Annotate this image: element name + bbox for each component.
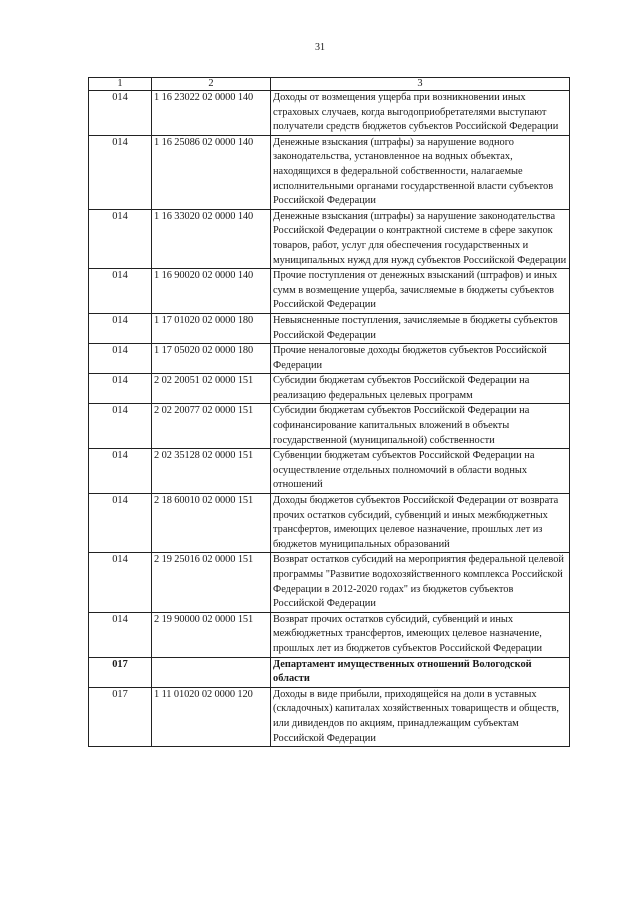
row-kbk-cell: 2 02 20077 02 0000 151 — [152, 404, 271, 449]
row-code-cell: 014 — [89, 344, 152, 374]
row-name-cell: Доходы от возмещения ущерба при возникновении иных страховых случаев, когда выгодоприобретателями выступают получатели средств бюджетов субъектов Российской Федерации — [271, 91, 570, 136]
table-row — [89, 313, 570, 343]
row-kbk-cell: 1 11 01020 02 0000 120 — [152, 687, 271, 746]
row-name-cell: Возврат прочих остатков субсидий, субвенций и иных межбюджетных трансфертов, имеющих целевое назначение, прошлых лет из бюджетов субъектов Российской Федерации — [271, 612, 570, 657]
table-row — [89, 494, 570, 553]
row-name-cell: Денежные взыскания (штрафы) за нарушение законодательства Российской Федерации о контрактной системе в сфере закупок товаров, работ, услуг для обеспечения государственных и муниципальных нужд для нужд субъектов Российской Федерации — [271, 209, 570, 268]
row-code-cell: 017 — [89, 687, 152, 746]
row-name-cell: Прочие неналоговые доходы бюджетов субъектов Российской Федерации — [271, 344, 570, 374]
row-kbk-cell — [152, 657, 271, 687]
page-number: 31 — [315, 42, 325, 53]
table-row — [89, 687, 570, 746]
row-kbk-cell: 1 16 90020 02 0000 140 — [152, 269, 271, 314]
table-row — [89, 404, 570, 449]
table-row — [89, 612, 570, 657]
table-row — [89, 135, 570, 209]
row-kbk-cell: 1 16 25086 02 0000 140 — [152, 135, 271, 209]
row-code-cell: 014 — [89, 313, 152, 343]
row-kbk-cell: 1 16 23022 02 0000 140 — [152, 91, 271, 136]
header-col-3: 3 — [271, 78, 570, 91]
row-code-cell: 014 — [89, 209, 152, 268]
row-code-cell: 014 — [89, 269, 152, 314]
row-name-cell: Субсидии бюджетам субъектов Российской Федерации на софинансирование капитальных вложений в объекты государственной (муниципальной) собственности — [271, 404, 570, 449]
table-row — [89, 553, 570, 612]
row-name-cell: Доходы в виде прибыли, приходящейся на доли в уставных (складочных) капиталах хозяйственных товариществ и обществ, или дивидендов по акциям, принадлежащим субъектам Российской Федерации — [271, 687, 570, 746]
table-row — [89, 449, 570, 494]
row-name-cell: Возврат остатков субсидий на мероприятия федеральной целевой программы "Развитие водохозяйственного комплекса Российской Федерации в 2012-2020 годах" из бюджетов субъектов Российской Федерации — [271, 553, 570, 612]
row-kbk-cell: 2 19 25016 02 0000 151 — [152, 553, 271, 612]
row-name-cell: Денежные взыскания (штрафы) за нарушение водного законодательства, установленное на водных объектах, находящихся в федеральной собственности, налагаемые исполнительными органами государственной власти субъектов Российской Федерации — [271, 135, 570, 209]
section-header-row — [89, 657, 570, 687]
row-code-cell: 014 — [89, 135, 152, 209]
row-kbk-cell: 2 02 35128 02 0000 151 — [152, 449, 271, 494]
row-kbk-cell: 1 17 01020 02 0000 180 — [152, 313, 271, 343]
table-row — [89, 344, 570, 374]
table-header-row — [89, 78, 570, 91]
table-row — [89, 91, 570, 136]
row-code-cell: 014 — [89, 553, 152, 612]
row-name-cell: Субсидии бюджетам субъектов Российской Федерации на реализацию федеральных целевых программ — [271, 374, 570, 404]
header-col-1: 1 — [89, 78, 152, 91]
row-code-cell: 014 — [89, 91, 152, 136]
row-code-cell: 014 — [89, 612, 152, 657]
row-name-cell: Доходы бюджетов субъектов Российской Федерации от возврата прочих остатков субсидий, субвенций и иных межбюджетных трансфертов, имеющих целевое назначение, прошлых лет из бюджетов муниципальных образований — [271, 494, 570, 553]
row-code-cell: 014 — [89, 449, 152, 494]
row-kbk-cell: 1 16 33020 02 0000 140 — [152, 209, 271, 268]
table-body — [89, 91, 570, 747]
row-code-cell: 017 — [89, 657, 152, 687]
table-row — [89, 374, 570, 404]
row-name-cell: Невыясненные поступления, зачисляемые в бюджеты субъектов Российской Федерации — [271, 313, 570, 343]
row-code-cell: 014 — [89, 494, 152, 553]
table-row — [89, 269, 570, 314]
row-code-cell: 014 — [89, 374, 152, 404]
row-name-cell: Прочие поступления от денежных взысканий (штрафов) и иных сумм в возмещение ущерба, зачисляемые в бюджеты субъектов Российской Федерации — [271, 269, 570, 314]
row-name-cell: Департамент имущественных отношений Вологодской области — [271, 657, 570, 687]
table-row — [89, 209, 570, 268]
row-code-cell: 014 — [89, 404, 152, 449]
row-kbk-cell: 2 02 20051 02 0000 151 — [152, 374, 271, 404]
income-codes-table — [88, 77, 570, 747]
header-col-2: 2 — [152, 78, 271, 91]
row-name-cell: Субвенции бюджетам субъектов Российской Федерации на осуществление отдельных полномочий в области водных отношений — [271, 449, 570, 494]
row-kbk-cell: 1 17 05020 02 0000 180 — [152, 344, 271, 374]
row-kbk-cell: 2 19 90000 02 0000 151 — [152, 612, 271, 657]
row-kbk-cell: 2 18 60010 02 0000 151 — [152, 494, 271, 553]
